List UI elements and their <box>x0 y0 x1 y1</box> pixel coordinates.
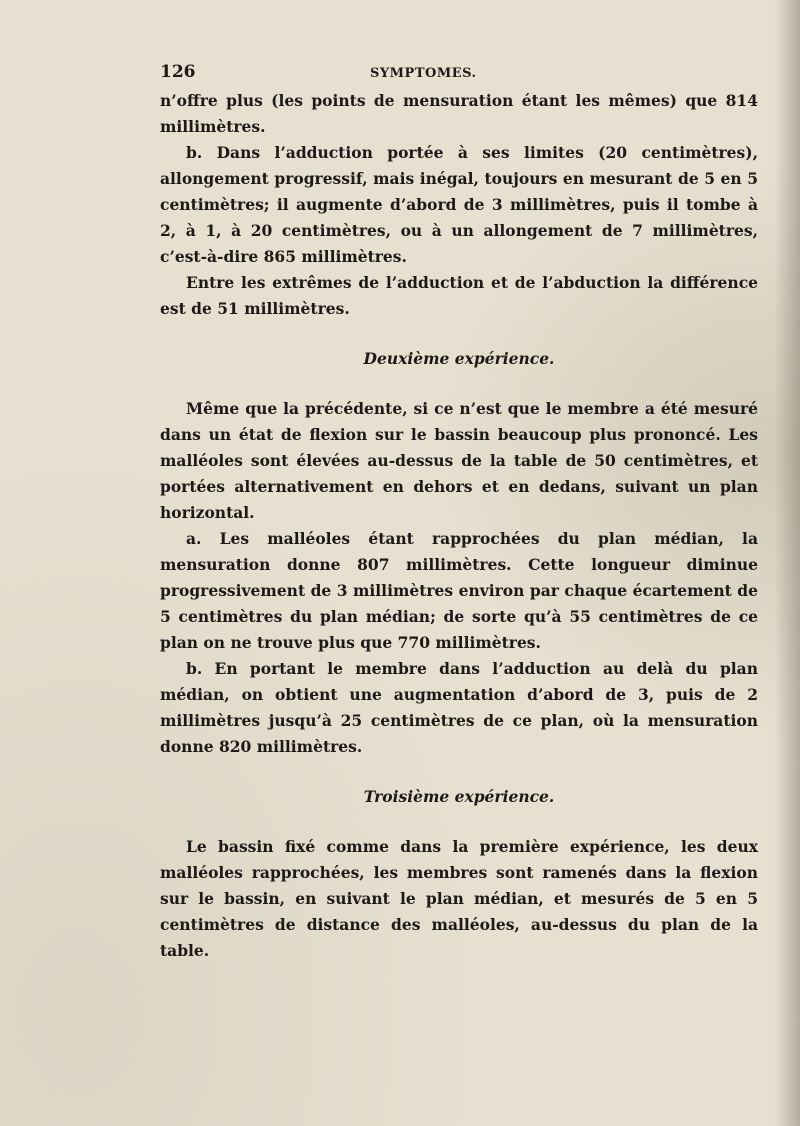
paragraph: Même que la précédente, si ce n’est que le membre a été mesuré dans un état de flexion sur le bassin beaucoup plus prononcé. Les malléoles sont élevées au-dessus de la table de 50 centimètres, et portées alternativement en dehors et en dedans, suivant un plan horizontal. <box>160 399 758 522</box>
paragraph: b. Dans l’adduction portée à ses limites (20 centimètres), allongement progressif, mais inégal, toujours en mesurant de 5 en 5 centimètres; il augmente d’abord de 3 millimètres, puis il tombe à 2, à 1, à 20 centimètres, ou à un allongement de 7 millimètres, c’est-à-dire 865 millimètres. <box>160 143 758 266</box>
running-title: SYMPTOMES. <box>370 66 477 81</box>
page-number: 126 <box>160 62 196 82</box>
page-header <box>160 62 758 88</box>
body-text <box>160 88 758 964</box>
paragraph: Le bassin fixé comme dans la première expérience, les deux malléoles rapprochées, les membres sont ramenés dans la flexion sur le bassin, en suivant le plan médian, et mesurés de 5 en 5 centimètres de distance des malléoles, au-dessus du plan de la table. <box>160 837 758 960</box>
page-content <box>160 62 758 964</box>
paragraph: a. Les malléoles étant rapprochées du plan médian, la mensuration donne 807 millimètres. Cette longueur diminue progressivement de 3 millimètres environ par chaque écartement de 5 centimètres du plan médian; de sorte qu’à 55 centimètres de ce plan on ne trouve plus que 770 millimètres. <box>160 529 758 652</box>
paragraph: b. En portant le membre dans l’adduction au delà du plan médian, on obtient une augmentation d’abord de 3, puis de 2 millimètres jusqu’à 25 centimètres de ce plan, où la mensuration donne 820 millimètres. <box>160 659 758 756</box>
page-edge-shadow <box>774 0 800 1126</box>
paragraph: n’offre plus (les points de mensuration étant les mêmes) que 814 millimètres. <box>160 91 758 136</box>
section-title: Deuxième expérience. <box>363 349 555 368</box>
section-title: Troisième expérience. <box>363 787 555 806</box>
paragraph: Entre les extrêmes de l’adduction et de l’abduction la différence est de 51 millimètres. <box>160 273 758 318</box>
